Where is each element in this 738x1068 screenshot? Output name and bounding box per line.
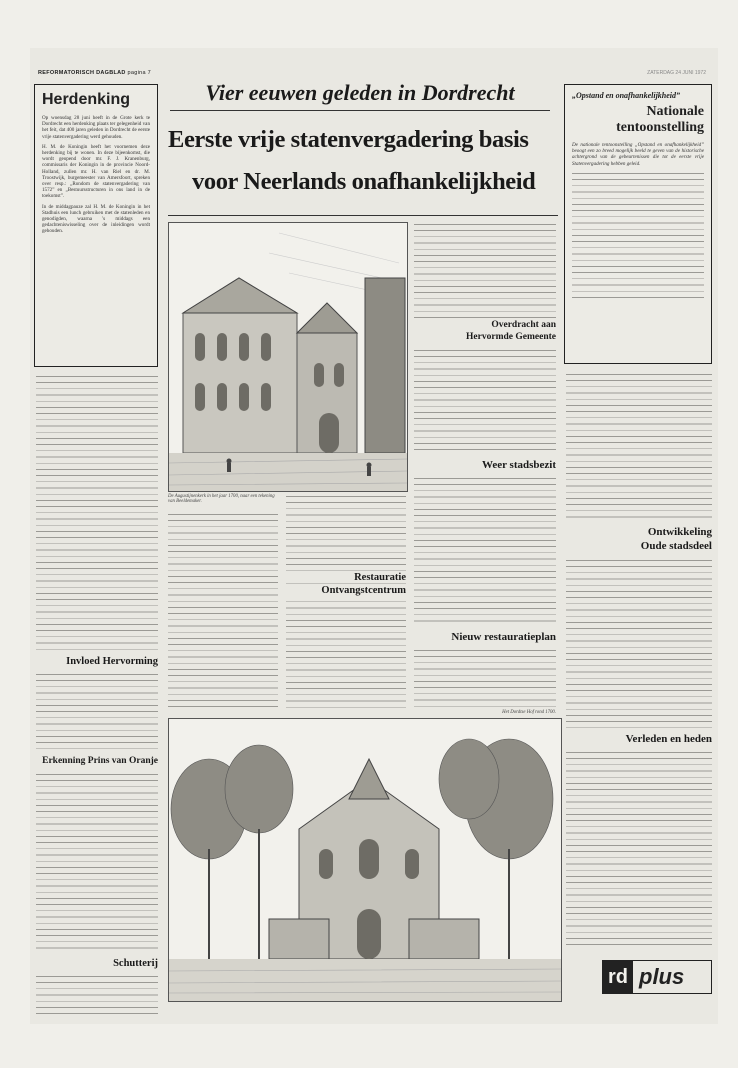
section-restauratie-2: Ontvangstcentrum [286, 585, 406, 596]
section-verleden: Verleden en heden [625, 733, 712, 745]
section-nieuw-restauratieplan: Nieuw restauratieplan [451, 631, 556, 643]
center-column-text-1 [168, 512, 278, 708]
sidebar-body: De nationale tentoonstelling „Opstand en onafhankelijkheid” beoogt een zo breed mogelijk beeld te geven van de historische achtergrond van de gebeurtenissen die tot de eerste vrije Statenvergadering hebben geleid. [572, 142, 704, 167]
column3-text-3 [414, 476, 556, 626]
section-schutterij: Schutterij [113, 958, 158, 969]
headline-line-1: Eerste vrije statenvergadering basis [168, 126, 529, 153]
plus-logo-part: plus [639, 964, 685, 989]
section-overdracht-2: Hervormde Gemeente [466, 332, 556, 342]
herdenking-box [34, 84, 158, 367]
courtyard-caption: Het Dordtse Hof rond 1700. [502, 710, 556, 715]
herdenking-body: Op woensdag 28 juni heeft in de Grote kerk te Dordrecht een herdenking plaats ter gelegenheid van het feit, dat 400 jaren geleden in Dordrecht de eerste vrije statenvergadering werd gehouden. [42, 115, 150, 140]
left-column-text-1 [36, 374, 158, 654]
center-column-text-2 [286, 494, 406, 708]
section-ontwikkeling-2: Oude stadsdeel [640, 540, 712, 552]
sidebar-box [564, 84, 712, 364]
courtyard-drawing [169, 719, 561, 1001]
column3-text-1 [414, 222, 556, 318]
sidebar-kicker: „Opstand en onafhankelijkheid” [572, 91, 681, 100]
church-illustration [168, 222, 408, 492]
left-column-text-3 [36, 772, 158, 952]
headline-line-2: voor Neerlands onafhankelijkheid [192, 168, 536, 195]
church-drawing [169, 223, 407, 491]
herdenking-body-3: In de middagpauze zal H. M. de Koningin in het Stadhuis een lunch gebruiken met de statenleden en genodigden, waarna 's middags een gedachteniswisseling over de inleidingen wordt gehouden. [42, 203, 150, 235]
herdenking-body-2: H. M. de Koningin heeft het voornemen deze herdenking bij te wonen. In deze bijeenkomst, die wordt geopend door mr. F. J. Kranenburg, commissaris der Koningin in de provincie Noord-Holland, zullen mr. H. van Riel en dr. M. Troostwijk, burgemeester van Amersfoort, spreken over resp.: „Rondom de statenvergadering van 1572” en „Bestuursstructuren in ons land in de toekomst”. [42, 143, 150, 200]
sidebar-title-2: tentoonstelling [616, 120, 704, 135]
section-overdracht-1: Overdracht aan [491, 320, 556, 330]
right-column-text-3 [566, 750, 712, 950]
masthead: REFORMATORISCH DAGBLAD pagina 7 [38, 70, 152, 76]
column3-text-2 [414, 348, 556, 452]
kicker: Vier eeuwen geleden in Dordrecht [170, 80, 550, 111]
right-column-text-1 [566, 372, 712, 522]
page-header [30, 68, 718, 80]
section-ontwikkeling-1: Ontwikkeling [647, 526, 712, 538]
headline-rule [168, 215, 558, 216]
section-invloed: Invloed Hervorming [66, 656, 158, 667]
herdenking-title: Herdenking [42, 91, 131, 108]
left-column-text-4 [36, 974, 158, 1014]
right-column-text-2 [566, 558, 712, 728]
header-date: ZATERDAG 24 JUNI 1972 [647, 70, 706, 76]
courtyard-illustration [168, 718, 562, 1002]
section-weer-stadsbezit: Weer stadsbezit [481, 459, 556, 471]
section-erkenning: Erkenning Prins van Oranje [42, 756, 158, 766]
church-caption: De Augustijnenkerk in het jaar 1700, naar een tekening van Beeldemaker. [168, 494, 275, 504]
column3-text-4 [414, 648, 556, 708]
rd-logo-part: rd [603, 961, 633, 993]
left-column-text-2 [36, 672, 158, 750]
sidebar-filler [572, 171, 704, 301]
sidebar-title-1: Nationale [646, 104, 704, 119]
rd-plus-logo [602, 960, 712, 994]
section-restauratie-1: Restauratie [286, 572, 406, 583]
